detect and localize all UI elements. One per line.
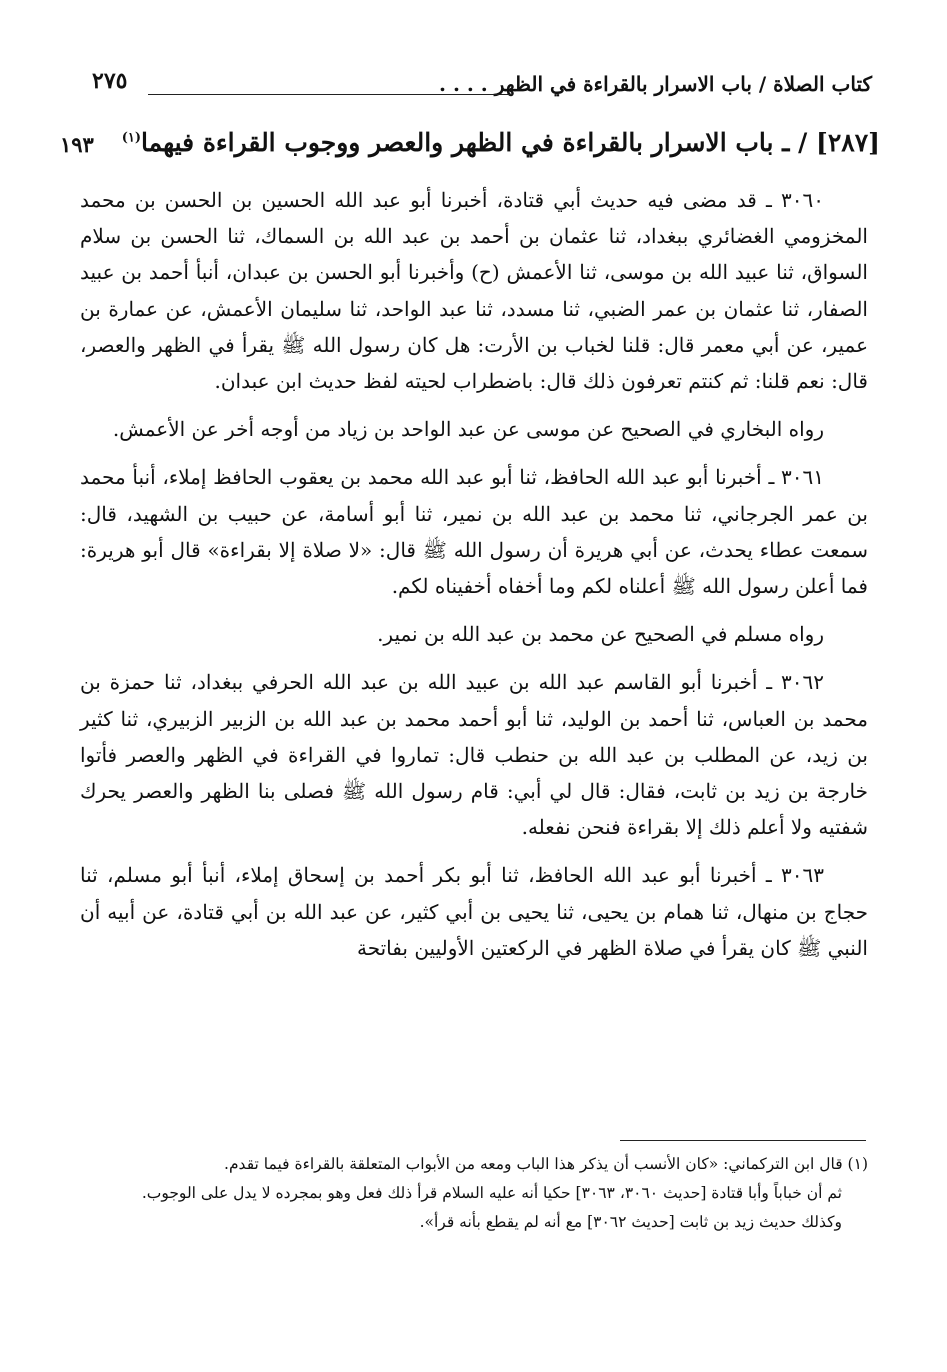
- narration-note: رواه مسلم في الصحيح عن محمد بن عبد الله بن نمير.: [377, 622, 824, 647]
- hadith-3060: ٣٠٦٠ ـ قد مضى فيه حديث أبي قتادة، أخبرنا أبو عبد الله الحسين بن الحسن بن محمد المخزومي الغضائري ببغداد، ثنا عثمان بن أحمد بن عبد الله بن السماك، ثنا الحسن بن سلام السواق، ثنا عبيد الله بن موسى، ثنا الأعمش (ح) وأخبرنا أبو الحسن بن عبدان، أنبأ أحمد بن عبيد الصفار، ثنا عثمان بن عمر الضبي، ثنا مسدد، ثنا عبد الواحد، ثنا سليمان الأعمش، عن عمارة بن عمير، عن أبي معمر قال: قلنا لخباب بن الأرت: هل كان رسول الله ﷺ يقرأ في الظهر والعصر، قال: نعم قلنا: ثم كنتم تعرفون ذلك قال: باضطراب لحيته لفظ حديث ابن عبدان.: [80, 188, 869, 394]
- footnote-line: ثم أن خباباً وأبا قتادة [حديث ٣٠٦٠، ٣٠٦٣] حكيا أنه عليه السلام قرأ ذلك فعل وهو بمجرده لا يدل على الوجوب.: [141, 1184, 842, 1202]
- chapter-title-text: [٢٨٧] / ـ باب الاسرار بالقراءة في الظهر والعصر ووجوب القراءة فيهما: [141, 128, 880, 157]
- footnotes: [80, 1150, 868, 1237]
- margin-page-number: ١٩٣: [60, 132, 94, 157]
- main-text: [80, 182, 868, 978]
- chapter-heading: [60, 128, 880, 168]
- footnote-marker: (١): [121, 130, 142, 146]
- running-header: [92, 68, 872, 104]
- hadith-3062: ٣٠٦٢ ـ أخبرنا أبو القاسم عبد الله بن عبيد الله بن عبد الله الحرفي ببغداد، ثنا حمزة بن محمد بن العباس، ثنا أحمد بن الوليد، ثنا أبو أحمد محمد بن عبد الله بن الزبير الزبيري، ثنا كثير بن زيد، عن المطلب بن عبد الله بن حنطب قال: تماروا في القراءة في الظهر والعصر فأتوا خارجة بن زيد بن ثابت، فقال: قال لي أبي: قام رسول الله ﷺ فصلى بنا الظهر والعصر يحرك شفتيه ولا أعلم ذلك إلا بقراءة فنحن نفعله.: [80, 670, 868, 840]
- hadith-3063: ٣٠٦٣ ـ أخبرنا أبو عبد الله الحافظ، ثنا أبو بكر أحمد بن إسحاق إملاء، أنبأ أبو مسلم، ثنا حجاج بن منهال، ثنا همام بن يحيى، ثنا يحيى بن أبي كثير، عن عبد الله بن أبي قتادة، عن أبيه أن النبي ﷺ كان يقرأ في صلاة الظهر في الركعتين الأوليين بفاتحة: [80, 863, 869, 960]
- running-header-title: كتاب الصلاة / باب الاسرار بالقراءة في الظهر . . . .: [439, 72, 872, 96]
- narration-note: رواه البخاري في الصحيح عن موسى عن عبد الواحد بن زياد من أوجه أخر عن الأعمش.: [112, 417, 824, 442]
- chapter-title: [122, 128, 880, 157]
- hadith-3061: ٣٠٦١ ـ أخبرنا أبو عبد الله الحافظ، ثنا أبو عبد الله محمد بن يعقوب الحافظ إملاء، أنبأ محمد بن عمر الجرجاني، ثنا محمد بن عبد الله بن نمير، ثنا أبو أسامة، عن حبيب بن الشهيد، قال: سمعت عطاء يحدث، عن أبي هريرة أن رسول الله ﷺ قال: «لا صلاة إلا بقراءة» قال أبو هريرة: فما أعلن رسول الله ﷺ أعلناه لكم وما أخفاه أخفيناه لكم.: [80, 465, 868, 599]
- footnote-line: (١) قال ابن التركماني: «كان الأنسب أن يذكر هذا الباب ومعه من الأبواب المتعلقة بالقراءة فيما تقدم.: [224, 1155, 868, 1173]
- footnote-line: وكذلك حديث زيد بن ثابت [حديث ٣٠٦٢] مع أنه لم يقطع بأنه قرأ».: [419, 1213, 842, 1231]
- page-number: ٢٧٥: [92, 68, 128, 94]
- header-rule: [148, 94, 512, 95]
- footnote-rule: [620, 1140, 866, 1141]
